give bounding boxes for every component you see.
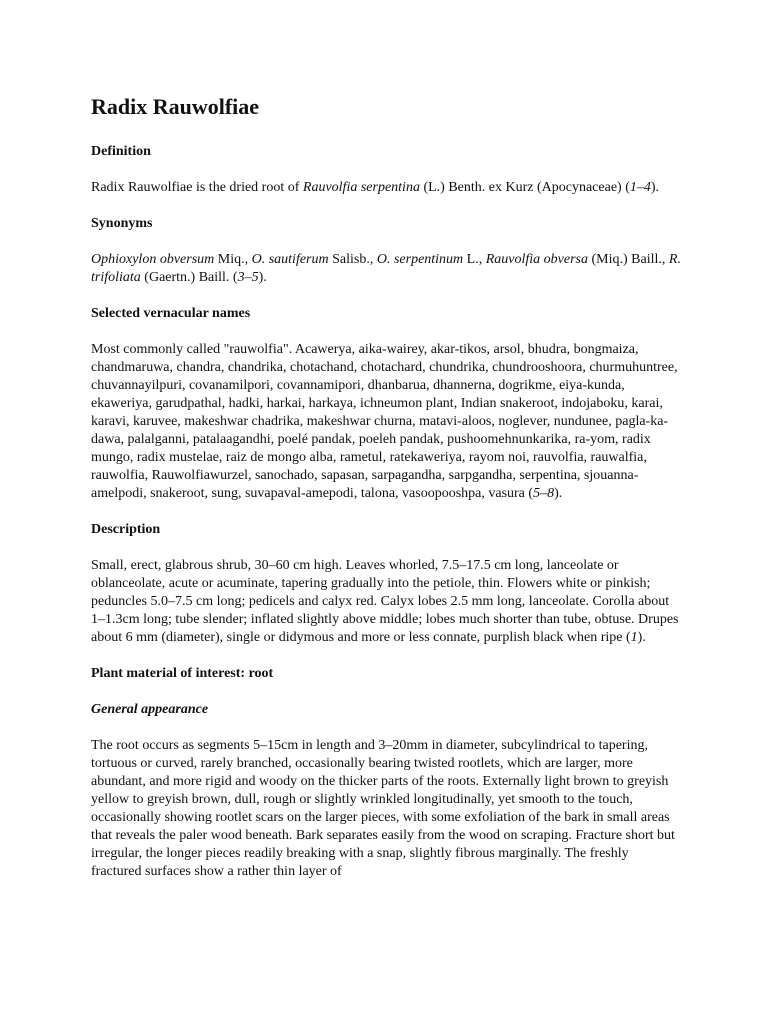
document-page <box>91 93 681 899</box>
page-title: Radix Rauwolfiae <box>91 94 260 119</box>
vernacular-names-paragraph: Most commonly called "rauwolfia". Acawerya, aika-wairey, akar-tikos, arsol, bhudra, bongmaiza, chandmaruwa, chandra, chandrika, chotachand, chotachard, chundrika, chundrooshoora, churmuhuntree, chuvannayilpuri, covanamilpori, covannamipori, dhanbarua, dhannerna, dogrikme, eiya-kunda, ekaweriya, garudpathal, hadki, harkai, harkaya, ichneumon plant, Indian snakeroot, indojaboku, karai, karavi, karuvee, makeshwar chadrika, makeshwar churna, matavi-aloos, noglever, nundunee, pagla-ka-dawa, palalganni, patalaagandhi, poelé pandak, poeleh pandak, pushoomehnunkarika, ra-yom, radix mungo, radix mustelae, raiz de mongo alba, rametul, ratekaweriya, rayom noi, rauvolfia, rauwalfia, rauwolfia, Rauwolfiawurzel, sanochado, sapasan, sarpagandha, sarpgandha, serpentina, sjouanna-amelpodi, snakeroot, sung, suvapaval-amepodi, talona, vasoopooshpa, vasura (5–8). <box>91 342 678 501</box>
definition-heading: Definition <box>91 144 151 159</box>
definition-paragraph: Radix Rauwolfiae is the dried root of Rauvolfia serpentina (L.) Benth. ex Kurz (Apocynaceae) (1–4). <box>91 180 660 195</box>
plant-material-heading: Plant material of interest: root <box>91 666 274 681</box>
vernacular-names-heading: Selected vernacular names <box>91 306 251 321</box>
description-heading: Description <box>91 522 161 537</box>
general-appearance-paragraph: The root occurs as segments 5–15cm in length and 3–20mm in diameter, subcylindrical to tapering, tortuous or curved, rarely branched, occasionally bearing twisted rootlets, which are larger, more abundant, and more rigid and woody on the thicker parts of the roots. Externally light brown to greyish yellow to greyish brown, dull, rough or slightly wrinkled longitudinally, yet smooth to the touch, occasionally showing rootlet scars on the larger pieces, with some exfoliation of the bark in small areas that reveals the paler wood beneath. Bark separates easily from the wood on scraping. Fracture short but irregular, the longer pieces readily breaking with a snap, slightly fibrous marginally. The freshly fractured surfaces show a rather thin layer of <box>91 738 675 879</box>
synonyms-paragraph: Ophioxylon obversum Miq., O. sautiferum Salisb., O. serpentinum L., Rauvolfia obversa (Miq.) Baill., R. trifoliata (Gaertn.) Baill. (3–5). <box>91 252 681 285</box>
synonyms-heading: Synonyms <box>91 216 153 231</box>
general-appearance-heading: General appearance <box>91 702 209 717</box>
description-paragraph: Small, erect, glabrous shrub, 30–60 cm high. Leaves whorled, 7.5–17.5 cm long, lanceolate or oblanceolate, acute or acuminate, tapering gradually into the petiole, thin. Flowers white or pinkish; peduncles 5.0–7.5 cm long; pedicels and calyx red. Calyx lobes 2.5 mm long, lanceolate. Corolla about 1–1.3cm long; tube slender; inflated slightly above middle; lobes much shorter than tube, obtuse. Drupes about 6 mm (diameter), single or didymous and more or less connate, purplish black when ripe (1). <box>91 558 679 645</box>
